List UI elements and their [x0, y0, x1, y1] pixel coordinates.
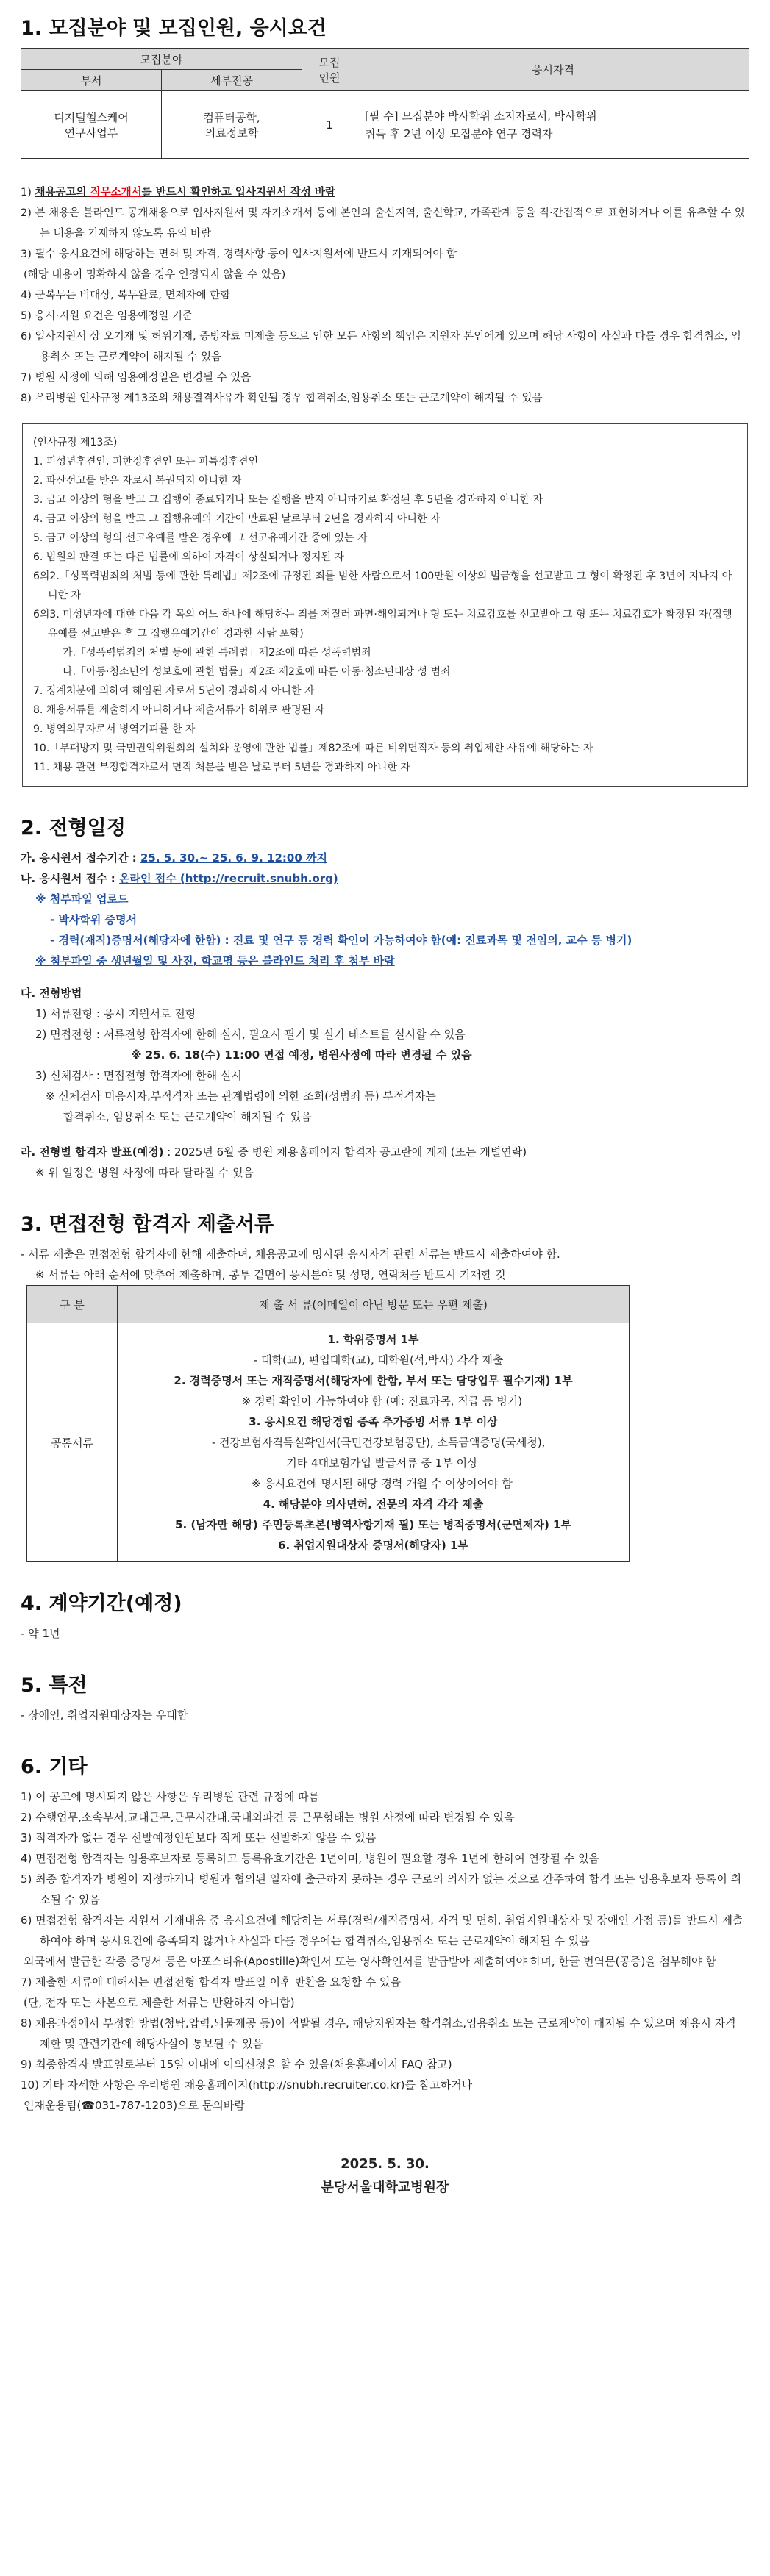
apply-period — [21, 848, 749, 868]
misc-item: 8) 채용과정에서 부정한 방법(청탁,압력,뇌물제공 등)이 적발될 경우, 해당지원자는 합격취소,임용취소 또는 근로계약이 해지될 수 있으며 채용시 자격 제한 및 관련기관에 해당사실이 통보될 수 있음 — [21, 2017, 736, 2050]
doc-item: - 대학(교), 편입대학(교), 대학원(석,박사) 각각 제출 — [243, 1353, 504, 1367]
interview-note: ※ 25. 6. 18(수) 11:00 면접 예정, 병원사정에 따라 변경될 수 있음 — [131, 1048, 472, 1062]
note-item — [21, 244, 749, 265]
box-item: 6의2.「성폭력범죄의 처벌 등에 관한 특례법」제2조에 규정된 죄를 범한 사람으로서 100만원 이상의 벌금형을 선고받고 그 형이 확정된 후 3년이 지나지 아니한 자 — [33, 570, 732, 601]
result-announcement — [21, 1142, 749, 1162]
note-number: 8) — [21, 393, 35, 404]
attach-items — [21, 909, 749, 951]
recruit-link[interactable]: 온라인 접수 (http://recruit.snubh.org) — [119, 872, 338, 885]
note-item — [21, 265, 749, 285]
doc-item: 4. 해당분야 의사면허, 전문의 자격 각각 제출 — [263, 1498, 484, 1511]
box-item: 8. 채용서류를 제출하지 아니하거나 제출서류가 허위로 판명된 자 — [33, 704, 325, 716]
contract-period: - 약 1년 — [21, 1627, 60, 1640]
misc-item: 외국에서 발급한 각종 증명서 등은 아포스티유(Apostille)확인서 또는 영사확인서를 발급받아 제출하여야 하며, 한글 번역문(공증)을 첨부해야 함 — [24, 1955, 716, 1968]
misc-item: 7) 제출한 서류에 대해서는 면접전형 합격자 발표일 이후 반환을 요청할 수 있음 — [21, 1975, 402, 1989]
note-highlight: 직무소개서 — [90, 187, 142, 198]
doc-item-text: 2. 경력증명서 또는 재직증 — [174, 1374, 304, 1387]
doc-item: - 건강보험자격득실확인서(국민건강보험공단), 소득금액증명(국세청), — [201, 1436, 546, 1449]
doc-item: ※ 응시요건에 명시된 해당 경력 개월 수 이상이어야 함 — [234, 1477, 513, 1490]
note-text: 우리병원 인사규정 제13조의 채용결격사유가 확인될 경우 합격취소,임용취소 또는 근로계약이 해지될 수 있음 — [35, 393, 543, 404]
schedule-note: ※ 위 일정은 병원 사정에 따라 달라질 수 있음 — [35, 1166, 254, 1179]
note-item — [21, 326, 749, 368]
box-items-2 — [33, 681, 737, 777]
note-item — [21, 182, 749, 203]
docs-intro-1: - 서류 제출은 면접전형 합격자에 한해 제출하며, 채용공고에 명시된 응시자격 관련 서류는 반드시 제출하여야 함. — [21, 1248, 560, 1261]
method-item: 합격취소, 임용취소 또는 근로계약이 해지될 수 있음 — [63, 1110, 312, 1123]
box-item: 10.「부패방지 및 국민권익위원회의 설치와 운영에 관한 법률」제82조에 따른 비위면직자 등의 취업제한 사유에 해당하는 자 — [33, 743, 593, 754]
box-item: 3. 금고 이상의 형을 받고 그 집행이 종료되거나 또는 집행을 받지 아니하기로 확정된 후 5년을 경과하지 아니한 자 — [33, 494, 543, 506]
box-item: 2. 파산선고를 받은 자로서 복권되지 아니한 자 — [33, 475, 242, 487]
closing-date: 2025. 5. 30. — [341, 2156, 429, 2172]
note-text: 본 채용은 블라인드 공개채용으로 입사지원서 및 자기소개서 등에 본인의 출신지역, 출신학교, 가족관계 등을 직·간접적으로 표현하거나 이를 유추할 수 있는 내용을 기재하지 않도록 유의 바람 — [35, 207, 745, 240]
apply-period-value: 25. 5. 30.~ 25. 6. 9. 12:00 까지 — [140, 851, 327, 865]
doc-item-text: 명서(해당자에 한함, 부서 또는 담당업무 필수기재) 1부 — [304, 1374, 573, 1387]
misc-item: 인재운용팀(☎031-787-1203)으로 문의바람 — [24, 2099, 245, 2112]
attach-title: ※ 첨부파일 업로드 — [35, 892, 129, 906]
result-label: 라. 전형별 합격자 발표(예정) — [21, 1145, 164, 1159]
note-number: 2) — [21, 207, 35, 219]
doc-item: 기타 4대보험가입 발급서류 중 1부 이상 — [268, 1456, 478, 1470]
doc-item: 5. (남자만 해당) 주민등록초본(병역사항기재 필) 또는 병적증명서(군면제자) 1부 — [175, 1518, 571, 1531]
doc-item: 6. 취업지원대상자 증명서(해당자) 1부 — [278, 1539, 468, 1552]
method-item: 1) 서류전형 : 응시 지원서로 전형 — [35, 1007, 196, 1020]
application-notes — [21, 182, 749, 409]
section-2-title: 2. 전형일정 — [21, 817, 126, 840]
misc-item: 9) 최종합격자 발표일로부터 15일 이내에 이의신청을 할 수 있음(채용홈페이지 FAQ 참고) — [21, 2058, 452, 2071]
misc-item: 3) 적격자가 없는 경우 선발예정인원보다 적게 또는 선발하지 않을 수 있음 — [21, 1831, 377, 1845]
section-6-title: 6. 기타 — [21, 1756, 88, 1778]
box-subitem: 가.「성폭력범죄의 처벌 등에 관한 특례법」제2조에 따른 성폭력범죄 — [63, 647, 371, 659]
benefits: - 장애인, 취업지원대상자는 우대함 — [21, 1709, 188, 1722]
box-item: 7. 징계처분에 의하여 해임된 자로서 5년이 경과하지 아니한 자 — [33, 685, 315, 697]
note-number: 4) — [21, 290, 35, 301]
docs-list — [118, 1323, 630, 1562]
misc-item: 5) 최종 합격자가 병원이 지정하거나 병원과 협의된 일자에 출근하지 못하는 경우 근로의 의사가 없는 것으로 간주하여 합격 또는 임용후보자 등록이 취소될 수 있음 — [21, 1872, 742, 1906]
box-items — [33, 452, 737, 643]
doc-item: 3. 응시요건 해당경험 증족 추가증빙 서류 1부 이상 — [249, 1415, 498, 1428]
cell-qualification: [필 수] 모집분야 박사학위 소지자로서, 박사학위 취득 후 2년 이상 모집분야 연구 경력자 — [357, 91, 749, 159]
cell-major: 컴퓨터공학, 의료정보학 — [162, 91, 302, 159]
note-text: 응시·지원 요건은 임용예정일 기준 — [35, 310, 193, 322]
header-dept: 부서 — [21, 70, 162, 91]
note-number: 1) — [21, 187, 35, 198]
apply-method — [21, 868, 749, 889]
box-item: 6의3. 미성년자에 대한 다음 각 목의 어느 하나에 해당하는 죄를 저질러 파면·해임되거나 형 또는 치료감호를 선고받아 그 형 또는 치료감호가 확정된 자(집행유예를 선고받은 후 그 집행유예기간이 경과한 사람 포함) — [33, 609, 732, 640]
closing — [21, 2153, 749, 2200]
misc-items — [21, 1786, 749, 2116]
doc-item: 1. 학위증명서 1부 — [327, 1333, 419, 1346]
box-item: 1. 피성년후견인, 피한정후견인 또는 피특정후견인 — [33, 456, 259, 468]
note-text: 병원 사정에 의해 임용예정일은 변경될 수 있음 — [35, 372, 252, 384]
misc-item: 10) 기타 자세한 사항은 우리병원 채용홈페이지(http://snubh.recruiter.co.kr)를 참고하거나 — [21, 2078, 473, 2092]
method-item: 2) 면접전형 : 서류전형 합격자에 한해 실시, 필요시 필기 및 실기 테스트를 실시할 수 있음 — [35, 1028, 466, 1041]
docs-intro-2: ※ 서류는 아래 순서에 맞추어 제출하며, 봉투 겉면에 응시분야 및 성명, 연락처를 반드시 기재할 것 — [35, 1268, 506, 1281]
attach-item: - 박사학위 증명서 — [50, 913, 138, 926]
header-major: 세부전공 — [162, 70, 302, 91]
header-qualification: 응시자격 — [357, 49, 749, 91]
method-title: 다. 전형방법 — [21, 987, 82, 1000]
misc-item: 4) 면접전형 합격자는 임용후보자로 등록하고 등록유효기간은 1년이며, 병원이 필요할 경우 1년에 한하여 연장될 수 있음 — [21, 1852, 600, 1865]
note-number: 7) — [21, 372, 35, 384]
section-3-title: 3. 면접전형 합격자 제출서류 — [21, 1213, 274, 1236]
method-item: 3) 신체검사 : 면접전형 합격자에 한해 실시 — [35, 1069, 242, 1082]
box-subitems — [33, 643, 737, 681]
result-text: : 2025년 6월 중 병원 채용홈페이지 합격자 공고란에 게재 (또는 개별연락) — [163, 1145, 527, 1159]
note-number: 6) — [21, 331, 35, 343]
apply-period-label: 가. 응시원서 접수기간 : — [21, 851, 140, 865]
method-item: ※ 신체검사 미응시자,부적격자 또는 관계법령에 의한 조회(성범죄 등) 부적격자는 — [46, 1090, 436, 1103]
header-field: 모집분야 — [21, 49, 302, 70]
section-1-title: 1. 모집분야 및 모집인원, 응시요건 — [21, 17, 327, 40]
misc-item: (단, 전자 또는 사본으로 제출한 서류는 반환하지 아니함) — [24, 1996, 295, 2009]
header-docs: 제 출 서 류(이메일이 아닌 방문 또는 우편 제출) — [118, 1286, 630, 1323]
cell-dept: 디지털헬스케어 연구사업부 — [21, 91, 162, 159]
position-table — [21, 48, 749, 159]
doc-item — [125, 1370, 621, 1391]
method-items-2 — [21, 1065, 749, 1127]
disqualification-box — [22, 423, 748, 787]
misc-item: 1) 이 공고에 명시되지 않은 사항은 우리병원 관련 규정에 따름 — [21, 1790, 320, 1803]
section-4-title: 4. 계약기간(예정) — [21, 1592, 182, 1615]
note-text: 채용공고의 — [35, 187, 90, 198]
note-text: (해당 내용이 명확하지 않을 경우 인정되지 않을 수 있음) — [24, 269, 286, 281]
box-item: 6. 법원의 판결 또는 다른 법률에 의하여 자격이 상실되거나 정지된 자 — [33, 551, 345, 563]
box-subitem: 나.「아동·청소년의 성보호에 관한 법률」제2조 제2호에 따른 아동·청소년대상 성 범죄 — [63, 666, 451, 678]
doc-item: ※ 경력 확인이 가능하여야 함 (예: 진료과목, 직급 등 병기) — [224, 1395, 523, 1408]
cell-count: 1 — [302, 91, 357, 159]
note-number: 5) — [21, 310, 35, 322]
note-item — [21, 203, 749, 244]
note-text: 입사지원서 상 오기재 및 허위기재, 증빙자료 미제출 등으로 인한 모든 사항의 책임은 지원자 본인에게 있으며 해당 사항이 사실과 다를 경우 합격취소, 임용취소 또는 근로계약이 해지될 수 있음 — [35, 331, 741, 363]
documents-table — [26, 1285, 630, 1562]
note-text: 필수 응시요건에 해당하는 면허 및 자격, 경력사항 등이 입사지원서에 반드시 기재되어야 함 — [35, 248, 457, 260]
header-count: 모집 인원 — [302, 49, 357, 91]
section-5-title: 5. 특전 — [21, 1674, 88, 1697]
note-item — [21, 388, 749, 409]
attach-warning: ※ 첨부파일 중 생년월일 및 사진, 학교명 등은 블라인드 처리 후 첨부 바람 — [35, 954, 395, 967]
note-text: 군복무는 비대상, 복무완료, 면제자에 한함 — [35, 290, 231, 301]
kind-cell: 공통서류 — [27, 1323, 118, 1562]
method-items — [21, 1003, 749, 1045]
box-title: (인사규정 제13조) — [33, 437, 118, 448]
note-text: 를 반드시 확인하고 입사지원서 작성 바람 — [141, 187, 335, 198]
attach-item: - 경력(재직)증명서(해당자에 한함) : 진료 및 연구 등 경력 확인이 가능하여야 함(예: 진료과목 및 전임의, 교수 등 병기) — [50, 934, 632, 947]
header-kind: 구 분 — [27, 1286, 118, 1323]
note-item — [21, 285, 749, 306]
box-item: 5. 금고 이상의 형의 선고유예를 받은 경우에 그 선고유예기간 중에 있는 자 — [33, 532, 368, 544]
note-number: 3) — [21, 248, 35, 260]
closing-org: 분당서울대학교병원장 — [321, 2180, 449, 2195]
apply-method-label: 나. 응시원서 접수 : — [21, 872, 120, 885]
note-item — [21, 368, 749, 388]
note-item — [21, 306, 749, 326]
misc-item: 2) 수행업무,소속부서,교대근무,근무시간대,국내외파견 등 근무형태는 병원 사정에 따라 변경될 수 있음 — [21, 1811, 515, 1824]
misc-item: 6) 면접전형 합격자는 지원서 기재내용 중 응시요건에 해당하는 서류(경력/재직증명서, 자격 및 면허, 취업지원대상자 및 장애인 가점 등)를 반드시 제출하여야 하며 응시요건에 충족되지 않거나 사실과 다를 경우에는 합격취소,임용취소 또는 근로계약이 해지될 수 있음 — [21, 1914, 744, 1947]
box-item: 9. 병역의무자로서 병역기피를 한 자 — [33, 723, 196, 735]
box-item: 11. 채용 관련 부정합격자로서 면직 처분을 받은 날로부터 5년을 경과하지 아니한 자 — [33, 762, 410, 773]
box-item: 4. 금고 이상의 형을 받고 그 집행유예의 기간이 만료된 날로부터 2년을 경과하지 아니한 자 — [33, 513, 441, 525]
